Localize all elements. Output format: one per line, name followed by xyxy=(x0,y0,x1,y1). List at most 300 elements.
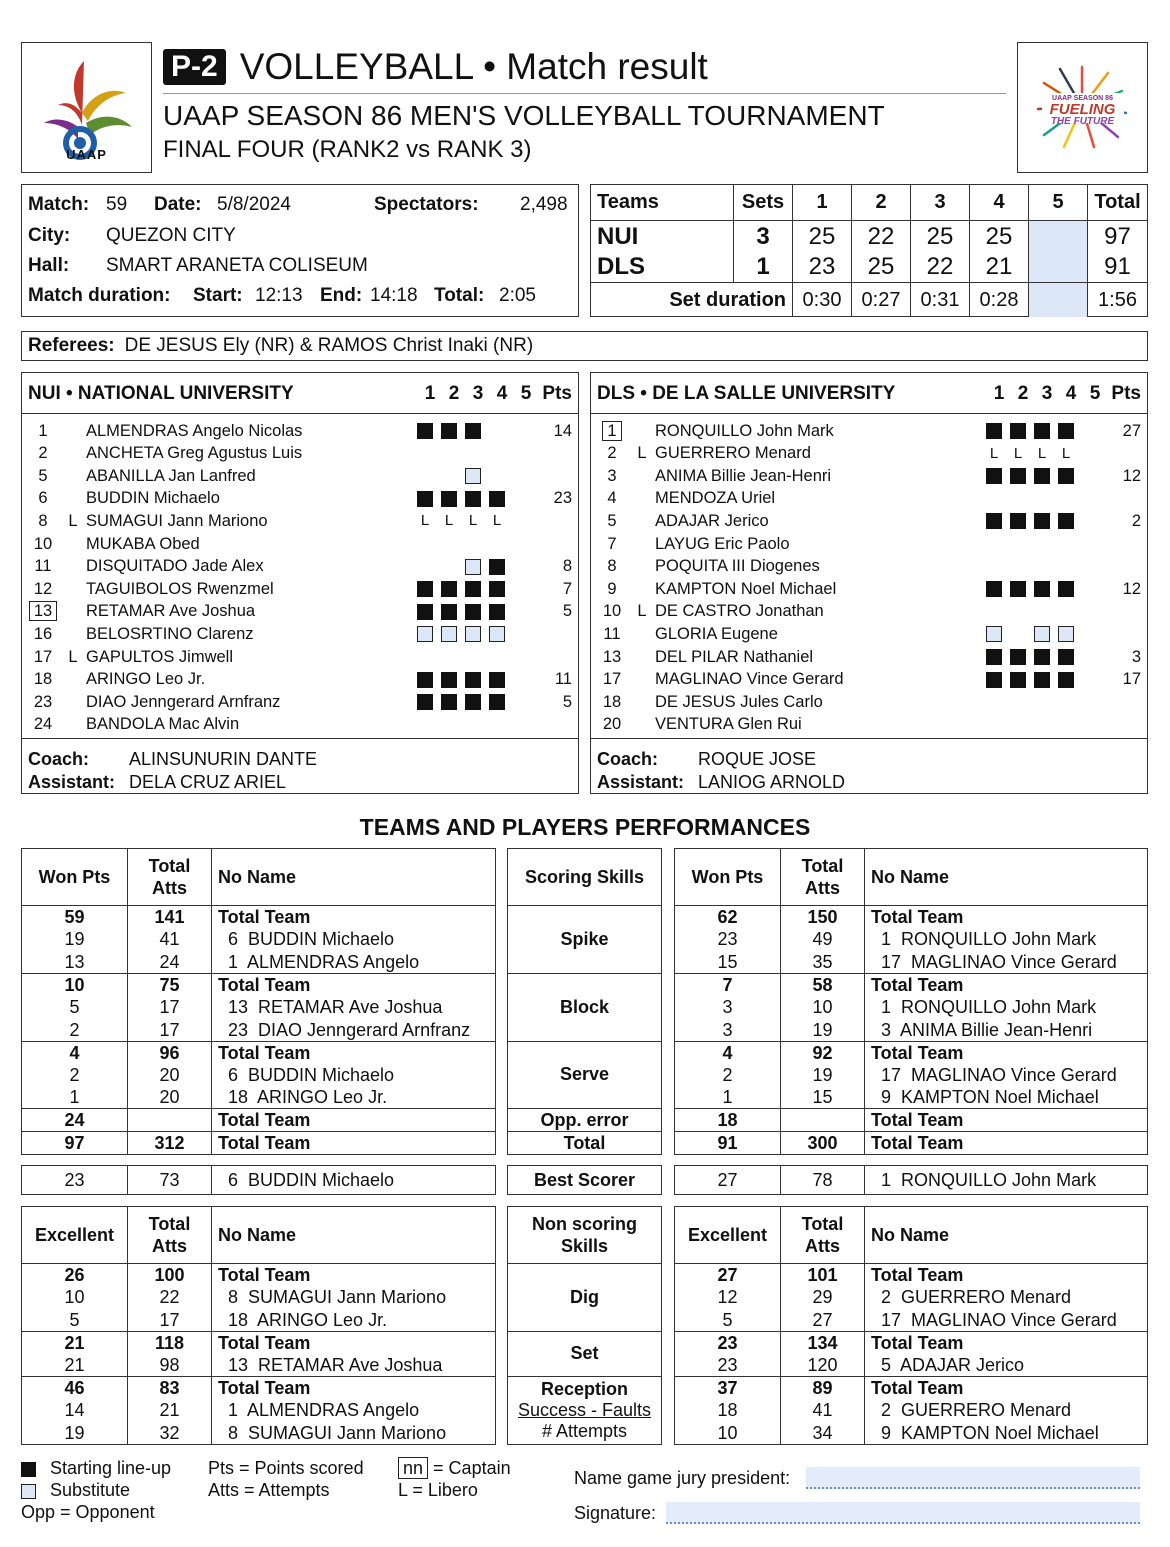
starting-lineup-icon xyxy=(1034,423,1050,439)
performance-table xyxy=(21,1206,496,1445)
skill-cell xyxy=(508,1132,661,1155)
player-name: Total Team xyxy=(865,1132,1148,1155)
player-row xyxy=(591,601,1147,623)
empty-set-slot xyxy=(1082,446,1098,462)
starting-lineup-icon xyxy=(986,672,1002,688)
legend-substitute: Substitute xyxy=(50,1480,131,1500)
player-number-text: 3 xyxy=(607,466,617,485)
player-name: DISQUITADO Jade Alex xyxy=(86,557,264,576)
city-value: QUEZON CITY xyxy=(106,225,236,246)
player-number xyxy=(22,625,64,644)
player-name: 1 RONQUILLO John Mark xyxy=(865,928,1148,951)
player-name: 2 GUERRERO Menard xyxy=(865,1286,1148,1309)
uaap-logo-text: UAAP xyxy=(66,147,107,162)
title-row xyxy=(163,46,708,88)
player-set-participation xyxy=(417,423,537,439)
player-name: 8 SUMAGUI Jann Mariono xyxy=(212,1286,496,1309)
performance-row xyxy=(22,1309,496,1332)
player-name: Total Team xyxy=(865,1109,1148,1132)
starting-lineup-icon xyxy=(1010,513,1026,529)
best-scorer-row xyxy=(22,1166,496,1195)
starting-lineup-icon xyxy=(441,672,457,688)
starting-lineup-icon xyxy=(417,423,433,439)
set-header: 5 xyxy=(1089,383,1101,404)
performance-title: TEAMS AND PLAYERS PERFORMANCES xyxy=(359,814,811,840)
referees-names: DE JESUS Ely (NR) & RAMOS Christ Inaki (NR) xyxy=(124,335,534,356)
player-row xyxy=(591,556,1147,578)
performance-row xyxy=(22,1376,496,1399)
performance-header-row xyxy=(675,849,1148,906)
libero-mark: L xyxy=(1037,444,1047,462)
set1-header: 1 xyxy=(792,185,851,220)
player-number-text: 24 xyxy=(33,715,53,734)
atts-value: 17 xyxy=(128,1018,212,1041)
match-number: 59 xyxy=(106,194,128,215)
player-name: Total Team xyxy=(212,1331,496,1354)
empty-set-slot xyxy=(513,717,529,733)
player-set-participation xyxy=(986,604,1106,620)
set3-score: 22 xyxy=(910,252,969,282)
won-value: 23 xyxy=(675,928,781,951)
player-name: MUKABA Obed xyxy=(86,534,200,553)
pts-header: Pts xyxy=(542,383,572,404)
performance-row xyxy=(675,996,1148,1019)
assistant-name: DELA CRUZ ARIEL xyxy=(129,772,287,792)
empty-set-slot xyxy=(1082,559,1098,575)
starting-lineup-icon xyxy=(489,581,505,597)
set2-score: 25 xyxy=(851,252,910,282)
empty-set-slot xyxy=(513,672,529,688)
starting-lineup-icon xyxy=(1058,513,1074,529)
best-scorer-row xyxy=(675,1166,1148,1195)
performance-row xyxy=(22,928,496,951)
best-scorer-table xyxy=(21,1165,496,1195)
atts-value: 29 xyxy=(781,1286,865,1309)
performance-table xyxy=(674,848,1148,1155)
player-name: Total Team xyxy=(212,906,496,929)
player-name: 2 GUERRERO Menard xyxy=(865,1399,1148,1422)
won-value: 91 xyxy=(675,1132,781,1155)
atts-value: 27 xyxy=(781,1309,865,1332)
signature-field[interactable] xyxy=(666,1502,1140,1524)
set-header: 2 xyxy=(1017,383,1029,404)
match-date: 5/8/2024 xyxy=(217,194,291,215)
substitute-icon xyxy=(1034,626,1050,642)
player-set-participation xyxy=(986,423,1106,439)
spectators-label: Spectators: xyxy=(374,194,479,215)
player-set-participation xyxy=(986,581,1106,597)
player-number-text: 11 xyxy=(34,557,52,576)
empty-set-slot xyxy=(1010,491,1026,507)
empty-set-slot xyxy=(513,581,529,597)
player-name: Total Team xyxy=(865,1331,1148,1354)
performance-row xyxy=(22,973,496,996)
coach-divider xyxy=(591,738,1147,739)
set5-score xyxy=(1028,252,1087,282)
player-number xyxy=(22,512,64,531)
player-name: Total Team xyxy=(865,906,1148,929)
empty-set-slot xyxy=(513,513,529,529)
player-name: 17 MAGLINAO Vince Gerard xyxy=(865,1309,1148,1332)
player-row xyxy=(22,714,578,736)
player-name: Total Team xyxy=(212,1109,496,1132)
won-header: Excellent xyxy=(22,1207,128,1264)
empty-set-slot xyxy=(417,717,433,733)
player-name: DE JESUS Jules Carlo xyxy=(655,692,823,711)
player-name: TAGUIBOLOS Rwenzmel xyxy=(86,579,274,598)
player-number-text: 12 xyxy=(33,579,53,598)
empty-set-slot xyxy=(986,694,1002,710)
empty-set-slot xyxy=(513,446,529,462)
empty-set-slot xyxy=(441,559,457,575)
roster-title: DLS • DE LA SALLE UNIVERSITY xyxy=(597,383,896,404)
performance-row xyxy=(675,906,1148,929)
set2-score: 22 xyxy=(851,221,910,252)
player-set-participation xyxy=(986,626,1106,642)
player-name: VENTURA Glen Rui xyxy=(655,715,802,734)
total-label: Total: xyxy=(434,285,485,306)
roster-divider xyxy=(22,413,578,414)
sets-won: 1 xyxy=(733,252,792,282)
player-set-participation xyxy=(417,672,537,688)
empty-set-slot xyxy=(513,604,529,620)
player-set-participation xyxy=(986,513,1106,529)
player-set-participation xyxy=(986,672,1106,688)
player-set-participation xyxy=(986,446,1106,462)
player-set-participation xyxy=(417,468,537,484)
won-value: 10 xyxy=(22,1286,128,1309)
atts-value: 75 xyxy=(128,973,212,996)
player-number-text: 4 xyxy=(607,489,617,508)
set-duration-row xyxy=(591,283,1147,317)
referees-label: Referees: xyxy=(28,335,115,356)
set1-score: 23 xyxy=(792,252,851,282)
skill-cell xyxy=(508,1264,661,1332)
player-name: ANIMA Billie Jean-Henri xyxy=(655,466,832,485)
player-name: GLORIA Eugene xyxy=(655,624,778,643)
atts-value: 118 xyxy=(128,1331,212,1354)
player-number-text: 17 xyxy=(602,670,622,689)
set-header: 3 xyxy=(472,383,484,404)
player-number-text: 18 xyxy=(33,670,53,689)
player-row xyxy=(22,443,578,465)
won-value: 46 xyxy=(22,1376,128,1399)
empty-set-slot xyxy=(1034,491,1050,507)
player-set-participation xyxy=(417,626,537,642)
empty-set-slot xyxy=(513,649,529,665)
player-set-participation xyxy=(417,694,537,710)
won-value: 1 xyxy=(22,1086,128,1109)
starting-lineup-icon xyxy=(417,672,433,688)
atts-value xyxy=(128,1109,212,1132)
player-row xyxy=(22,420,578,442)
performance-row xyxy=(22,1331,496,1354)
roster-divider xyxy=(591,413,1147,414)
player-number xyxy=(591,648,633,667)
libero-mark: L xyxy=(1061,444,1071,462)
player-number xyxy=(22,467,64,486)
coach-label: Coach: xyxy=(597,749,659,769)
atts-header: Total Atts xyxy=(781,1207,865,1264)
player-number-text: 20 xyxy=(602,715,622,734)
starting-lineup-icon xyxy=(1058,468,1074,484)
skill-name: Reception xyxy=(540,1379,628,1400)
won-value: 5 xyxy=(22,1309,128,1332)
starting-lineup-icon xyxy=(465,423,481,439)
player-points: 5 xyxy=(562,692,572,711)
empty-set-slot xyxy=(417,536,433,552)
player-number xyxy=(591,512,633,531)
won-value: 19 xyxy=(22,928,128,951)
skills-header: Scoring Skills xyxy=(508,849,661,906)
performance-row xyxy=(675,1286,1148,1309)
title-divider xyxy=(163,93,1006,94)
player-name: Total Team xyxy=(212,1376,496,1399)
player-number xyxy=(22,444,64,463)
won-value: 97 xyxy=(22,1132,128,1155)
empty-set-slot xyxy=(513,626,529,642)
player-number xyxy=(591,535,633,554)
starting-lineup-icon xyxy=(1010,649,1026,665)
player-name: MAGLINAO Vince Gerard xyxy=(655,670,844,689)
team-code: DLS xyxy=(597,253,645,280)
empty-set-slot xyxy=(1058,536,1074,552)
empty-set-slot xyxy=(489,446,505,462)
atts-value: 58 xyxy=(781,973,865,996)
player-row xyxy=(22,669,578,691)
atts-value: 35 xyxy=(781,951,865,974)
player-name: Total Team xyxy=(865,1041,1148,1064)
won-value: 4 xyxy=(22,1041,128,1064)
skill-cell xyxy=(508,1332,661,1377)
won-value: 5 xyxy=(675,1309,781,1332)
season-logo xyxy=(1017,42,1148,173)
player-name: 1 ALMENDRAS Angelo xyxy=(212,1399,496,1422)
coach-name: ALINSUNURIN DANTE xyxy=(129,749,318,769)
player-name: 9 KAMPTON Noel Michael xyxy=(865,1086,1148,1109)
end-time: 14:18 xyxy=(370,285,418,306)
empty-set-slot xyxy=(1082,717,1098,733)
player-number xyxy=(22,602,64,621)
set-duration-label: Set duration xyxy=(669,288,786,311)
performance-row xyxy=(22,1064,496,1087)
libero-mark: L xyxy=(468,512,478,530)
performance-row xyxy=(675,973,1148,996)
performance-row xyxy=(675,1109,1148,1132)
player-set-participation xyxy=(417,604,537,620)
match-info-panel xyxy=(21,184,579,317)
atts-value: 96 xyxy=(128,1041,212,1064)
spectators-count: 2,498 xyxy=(520,194,568,215)
won-value: 23 xyxy=(675,1354,781,1377)
sets-won: 3 xyxy=(733,221,792,252)
captain-box: nn xyxy=(398,1457,428,1479)
player-points: 23 xyxy=(553,489,572,508)
player-points: 8 xyxy=(562,557,572,576)
player-number-text: 17 xyxy=(33,647,53,666)
duration-label: Match duration: xyxy=(28,285,171,306)
starting-lineup-icon xyxy=(1034,468,1050,484)
atts-value: 20 xyxy=(128,1064,212,1087)
won-value: 2 xyxy=(22,1018,128,1041)
set-header: 2 xyxy=(448,383,460,404)
player-row xyxy=(591,623,1147,645)
player-row xyxy=(591,488,1147,510)
player-row xyxy=(591,646,1147,668)
skill-cell xyxy=(508,1109,661,1132)
starting-lineup-icon xyxy=(417,694,433,710)
won-value: 4 xyxy=(675,1041,781,1064)
player-name: ARINGO Leo Jr. xyxy=(86,670,206,689)
atts-value: 21 xyxy=(128,1399,212,1422)
performance-header-row xyxy=(22,1207,496,1264)
jury-president-field[interactable] xyxy=(806,1467,1140,1489)
performance-row xyxy=(22,951,496,974)
empty-set-slot xyxy=(986,559,1002,575)
player-name: 17 MAGLINAO Vince Gerard xyxy=(865,951,1148,974)
city-label: City: xyxy=(28,225,71,246)
won-value: 3 xyxy=(675,996,781,1019)
player-points: 3 xyxy=(1131,647,1141,666)
coach-label: Coach: xyxy=(28,749,90,769)
libero-mark: L xyxy=(1013,444,1023,462)
set-number-headers xyxy=(418,383,538,405)
empty-set-slot xyxy=(465,649,481,665)
player-number xyxy=(22,422,64,441)
skills-header: Non scoring Skills xyxy=(508,1207,661,1264)
performance-row xyxy=(675,951,1148,974)
atts-value: 20 xyxy=(128,1086,212,1109)
starting-lineup-icon xyxy=(489,604,505,620)
performance-row xyxy=(675,1376,1148,1399)
atts-value: 141 xyxy=(128,906,212,929)
performance-row xyxy=(675,1064,1148,1087)
player-name: ALMENDRAS Angelo Nicolas xyxy=(86,421,303,440)
legend-marks xyxy=(398,1457,511,1501)
set5-header: 5 xyxy=(1028,185,1087,220)
empty-set-slot xyxy=(1034,536,1050,552)
player-number-text: 10 xyxy=(33,534,53,553)
performance-row xyxy=(675,1354,1148,1377)
empty-set-slot xyxy=(513,559,529,575)
starting-lineup-icon xyxy=(21,1462,36,1477)
player-row xyxy=(22,646,578,668)
player-name: BELOSRTINO Clarenz xyxy=(86,624,254,643)
player-name: Total Team xyxy=(212,973,496,996)
empty-set-slot xyxy=(1082,513,1098,529)
player-row xyxy=(22,578,578,600)
player-number xyxy=(22,489,64,508)
set2-duration: 0:27 xyxy=(851,283,910,317)
player-name: DE CASTRO Jonathan xyxy=(655,602,824,621)
player-number xyxy=(22,715,64,734)
set5-duration xyxy=(1028,283,1087,317)
legend-captain: = Captain xyxy=(433,1458,511,1478)
starting-lineup-icon xyxy=(1034,649,1050,665)
hall-value: SMART ARANETA COLISEUM xyxy=(106,255,368,276)
atts-value: 49 xyxy=(781,928,865,951)
empty-set-slot xyxy=(513,694,529,710)
libero-mark: L xyxy=(444,512,454,530)
name-header: No Name xyxy=(212,1207,496,1264)
starting-lineup-icon xyxy=(489,491,505,507)
player-number-text: 16 xyxy=(33,624,53,643)
libero-marker: L xyxy=(637,602,647,621)
starting-lineup-icon xyxy=(465,672,481,688)
player-name: ABANILLA Jan Lanfred xyxy=(86,466,256,485)
player-number-text: 7 xyxy=(607,534,617,553)
starting-lineup-icon xyxy=(1058,423,1074,439)
starting-lineup-icon xyxy=(417,491,433,507)
best-points: 23 xyxy=(22,1166,128,1195)
empty-set-slot xyxy=(513,491,529,507)
set4-score: 25 xyxy=(969,221,1028,252)
substitute-icon xyxy=(21,1484,36,1499)
player-row xyxy=(22,601,578,623)
player-set-participation xyxy=(417,446,537,462)
won-header: Won Pts xyxy=(22,849,128,906)
libero-marker: L xyxy=(637,444,647,463)
won-value: 23 xyxy=(675,1331,781,1354)
atts-value: 10 xyxy=(781,996,865,1019)
season-logo-line2: FUELING xyxy=(1049,101,1116,118)
player-name: ADAJAR Jerico xyxy=(655,511,769,530)
won-value: 26 xyxy=(22,1264,128,1287)
atts-value: 41 xyxy=(781,1399,865,1422)
player-points: 11 xyxy=(554,670,572,689)
player-number xyxy=(591,693,633,712)
starting-lineup-icon xyxy=(441,604,457,620)
starting-lineup-icon xyxy=(489,559,505,575)
player-row xyxy=(22,465,578,487)
atts-value: 89 xyxy=(781,1376,865,1399)
set3-header: 3 xyxy=(910,185,969,220)
set4-header: 4 xyxy=(969,185,1028,220)
score-row-nui xyxy=(591,221,1147,252)
performance-table xyxy=(21,848,496,1155)
player-name: Total Team xyxy=(212,1041,496,1064)
sets-header: Sets xyxy=(733,185,792,220)
empty-set-slot xyxy=(441,717,457,733)
start-label: Start: xyxy=(193,285,243,306)
player-number-text: 10 xyxy=(602,602,622,621)
player-number-text: 1 xyxy=(602,421,621,441)
skill-name: Spike xyxy=(560,928,609,949)
player-name: MENDOZA Uriel xyxy=(655,489,776,508)
empty-set-slot xyxy=(1010,626,1026,642)
hall-label: Hall: xyxy=(28,255,70,276)
player-name: KAMPTON Noel Michael xyxy=(655,579,837,598)
empty-set-slot xyxy=(1058,559,1074,575)
performance-row xyxy=(22,996,496,1019)
player-points: 17 xyxy=(1122,670,1141,689)
empty-set-slot xyxy=(465,717,481,733)
empty-set-slot xyxy=(441,468,457,484)
player-row xyxy=(591,578,1147,600)
performance-row xyxy=(675,1331,1148,1354)
player-name: 9 KAMPTON Noel Michael xyxy=(865,1422,1148,1445)
starting-lineup-icon xyxy=(986,423,1002,439)
player-number xyxy=(22,535,64,554)
jury-president-label: Name game jury president: xyxy=(574,1468,791,1488)
best-player: 1 RONQUILLO John Mark xyxy=(865,1166,1148,1195)
skills-column xyxy=(507,848,662,1155)
total-score: 91 xyxy=(1087,252,1147,282)
starting-lineup-icon xyxy=(1010,581,1026,597)
won-value: 14 xyxy=(22,1399,128,1422)
substitute-icon xyxy=(1058,626,1074,642)
substitute-icon xyxy=(465,468,481,484)
